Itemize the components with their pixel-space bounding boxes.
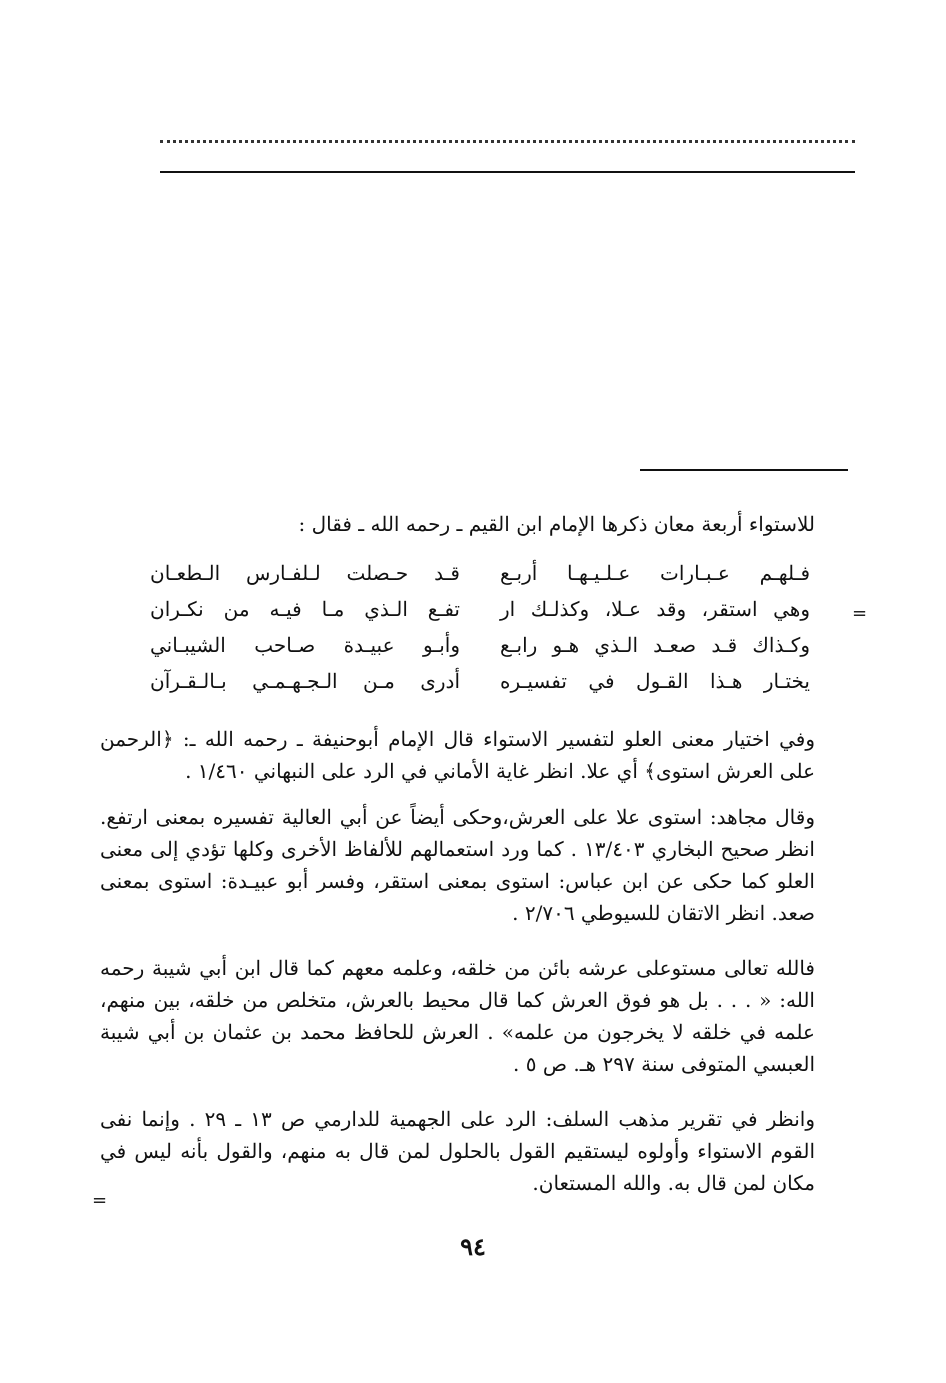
footnote-intro: للاستواء أربعة معان ذكرها الإمام ابن القيم ـ رحمه الله ـ فقال : [298,512,815,536]
poem-verse [150,663,810,699]
dotted-divider [160,140,855,143]
poem-hemistich-second: أدرى مـن الـجـهـمـي بـالـقـرآن [150,669,460,693]
footnote-paragraph: وفي اختيار معنى العلو لتفسير الاستواء قال الإمام أبوحنيفة ـ رحمه الله ـ: ﴿الرحمن على العرش استوى﴾ أي علا. انظر غاية الأماني في الرد على النبهاني ١/٤٦٠ . [100,727,815,783]
footnote-paragraph: فالله تعالى مستوعلى عرشه بائن من خلقه، وعلمه معهم كما قال ابن أبي شيبة رحمه الله: « . . . بل هو فوق العرش كما قال محيط بالعرش، متخلص من خلقه، بين منهم، علمه في خلقه لا يخرجون من علمه» . العرش للحافظ محمد بن عثمان بن أبي شيبة العبسي المتوفى سنة ٢٩٧ هـ. ص ٥ . [100,956,815,1076]
header-rule [160,171,855,173]
footnote-separator [640,469,848,471]
poem-verse [150,591,810,627]
poem-verse [150,627,810,663]
footnote-paragraph: وقال مجاهد: استوى علا على العرش،وحكى أيضاً عن أبي العالية تفسيره بمعنى ارتفع. انظر صحيح البخاري ١٣/٤٠٣ . كما ورد استعمالهم للألفاظ الأخرى وكلها تؤدي إلى معنى العلو كما حكى عن ابن عباس: استوى بمعنى استقر، وفسر أبو عبيـدة: استوى بمعنى صعد. انظر الاتقان للسيوطي ٢/٧٠٦ . [100,805,815,925]
poem-hemistich-first: وهي استقر، وقد عـلا، وكذلـك ار [500,597,810,621]
poem-hemistich-second: وأبـو عبيـدة صـاحب الشيبـاني [150,633,460,657]
margin-continuation-mark: = [92,1190,108,1211]
footnote-paragraph: وانظر في تقرير مذهب السلف: الرد على الجهمية للدارمي ص ١٣ ـ ٢٩ . وإنما نفى القوم الاستواء وأولوه ليستقيم القول بالحلول لمن قال به منهم، والقول بأنه ليس في مكان لمن قال به. والله المستعان. [100,1107,815,1195]
poem-hemistich-second: تفـع الـذي مـا فيـه من نكـران [150,597,460,621]
page-number: ٩٤ [460,1232,486,1261]
poem [150,555,810,699]
poem-hemistich-second: قـد حـصلت لـلفـارس الـطعـان [150,561,460,585]
margin-continuation-mark: = [852,603,868,624]
poem-hemistich-first: يختـار هـذا القـول في تفسيـره [500,669,810,693]
poem-verse [150,555,810,591]
poem-hemistich-first: وكـذاك قـد صعـد الـذي هـو رابـع [500,633,810,657]
poem-hemistich-first: فـلهـم عـبـارات عـلـيـهـا أربـع [500,561,810,585]
